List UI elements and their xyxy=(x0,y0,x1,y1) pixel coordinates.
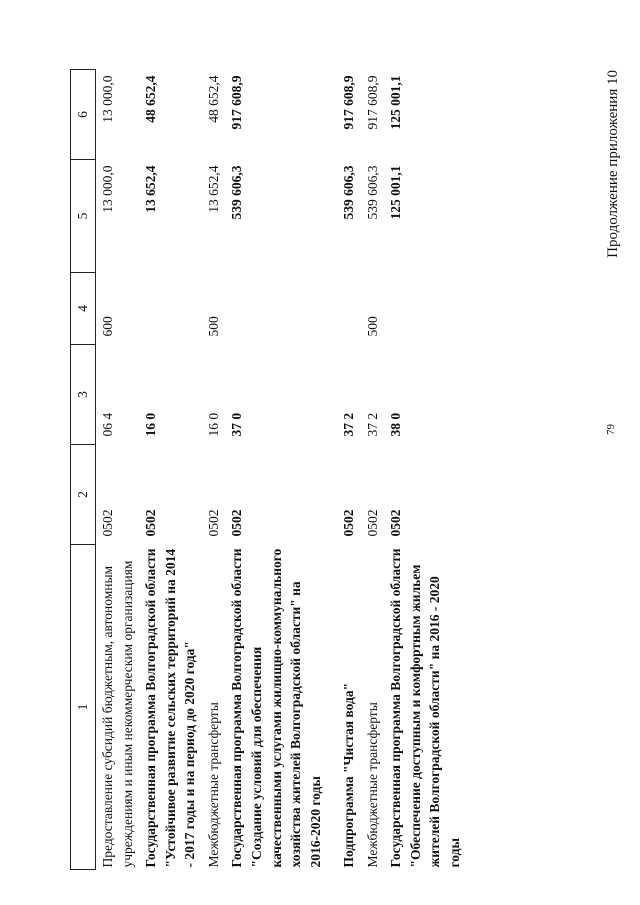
row-amount-1: 13 652,4 xyxy=(143,165,159,213)
row-section-code: 0502 xyxy=(100,509,115,537)
row-section-code: 0502 xyxy=(229,509,245,537)
row-amount-1: 13 652,4 xyxy=(205,165,221,213)
row-amount-2: 917 608,9 xyxy=(229,75,245,130)
row-amount-1: 539 606,3 xyxy=(364,165,380,220)
row-section-code: 0502 xyxy=(388,509,404,537)
row-section-code: 0502 xyxy=(143,509,159,537)
budget-table xyxy=(70,69,467,870)
column-header-5: 5 xyxy=(71,160,96,273)
row-amount-1: 13 000,0 xyxy=(100,165,115,213)
column-header-1: 1 xyxy=(71,545,96,870)
row-name: Предоставление субсидий бюджетным, автономным учреждениям и иным некоммерческим организациям xyxy=(100,560,135,868)
row-expense-type xyxy=(327,273,361,345)
row-section-code: 0502 xyxy=(205,509,221,537)
row-expense-type xyxy=(225,273,327,345)
row-section-code: 0502 xyxy=(341,509,357,537)
row-expense-type xyxy=(384,273,466,345)
row-expense-type: 500 xyxy=(205,316,221,337)
column-header-6: 6 xyxy=(71,70,96,160)
row-program-code: 16 0 xyxy=(205,412,221,437)
row-expense-type: 600 xyxy=(100,316,115,337)
column-header-2: 2 xyxy=(71,445,96,545)
table-row xyxy=(384,70,466,870)
row-expense-type: 500 xyxy=(364,316,380,337)
row-expense-type xyxy=(139,273,202,345)
table-header-row xyxy=(71,70,96,870)
table-row xyxy=(139,70,202,870)
row-program-code: 37 2 xyxy=(341,412,357,437)
continuation-note: Продолжение приложения 10 xyxy=(605,70,621,258)
row-name: Государственная программа Волгоградской области "Устойчивое развитие сельских территорий на 2014 - 2017 годы и на период до 2020 года" xyxy=(143,548,198,868)
row-program-code: 37 0 xyxy=(229,412,245,437)
column-header-3: 3 xyxy=(71,345,96,445)
row-amount-1: 539 606,3 xyxy=(229,165,245,220)
table-row xyxy=(361,70,385,870)
row-name: Государственная программа Волгоградской области "Обеспечение доступным и комфортным жильем жителей Волгоградской области" на 2016 - 2020 годы xyxy=(388,548,462,868)
row-program-code: 38 0 xyxy=(388,412,404,437)
row-amount-2: 48 652,4 xyxy=(205,75,221,123)
table-row xyxy=(96,70,140,870)
row-name: Подпрограмма "Чистая вода" xyxy=(341,682,357,868)
table-row xyxy=(327,70,361,870)
row-name: Государственная программа Волгоградской области "Создание условий для обеспечения качественными услугами жилищно-коммунального хозяйства жителей Волгоградской области" на 2016-2020 годы xyxy=(229,548,323,868)
column-header-4: 4 xyxy=(71,273,96,345)
row-amount-2: 125 001,1 xyxy=(388,75,404,130)
row-section-code: 0502 xyxy=(364,509,380,537)
row-name: Межбюджетные трансферты xyxy=(364,702,380,868)
row-amount-2: 13 000,0 xyxy=(100,75,115,123)
row-amount-2: 917 608,9 xyxy=(341,75,357,130)
row-program-code: 06 4 xyxy=(100,412,115,437)
row-amount-1: 125 001,1 xyxy=(388,165,404,220)
row-amount-1: 539 606,3 xyxy=(341,165,357,220)
table-row xyxy=(202,70,226,870)
row-program-code: 37 2 xyxy=(364,412,380,437)
row-program-code: 16 0 xyxy=(143,412,159,437)
row-amount-2: 917 608,9 xyxy=(364,75,380,130)
page-number: 79 xyxy=(605,424,617,435)
row-amount-2: 48 652,4 xyxy=(143,75,159,123)
table-row xyxy=(225,70,327,870)
row-name: Межбюджетные трансферты xyxy=(205,702,221,868)
rotated-page xyxy=(70,70,630,870)
